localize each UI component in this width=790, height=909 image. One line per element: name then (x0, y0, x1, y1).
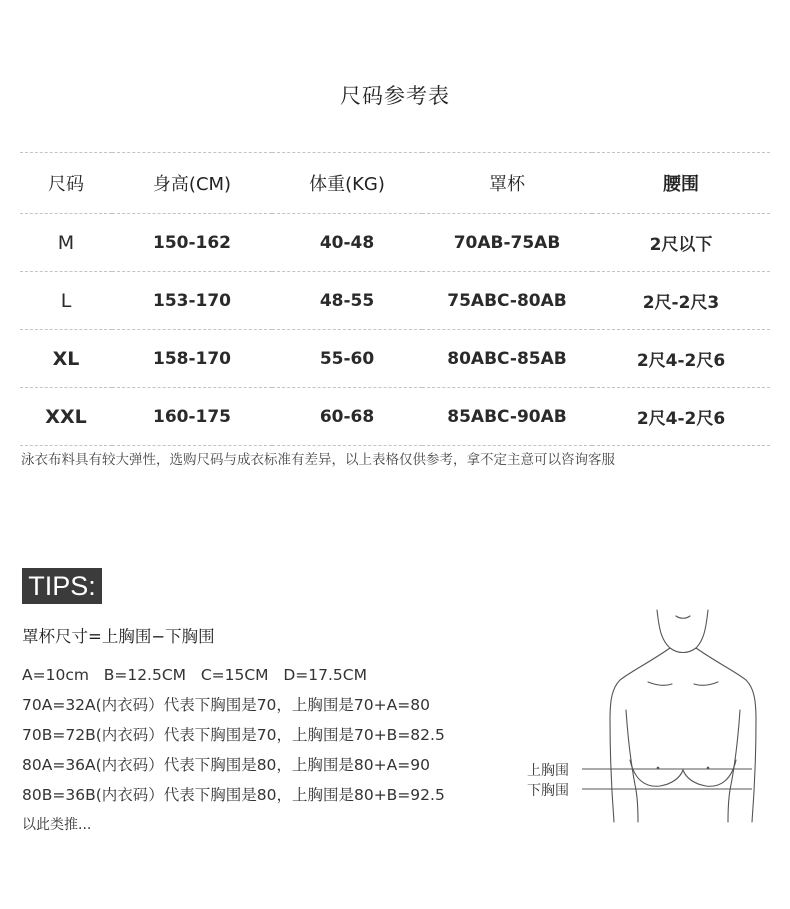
cell-height: 150-162 (112, 214, 272, 272)
list-item: 70A=32A(内衣码）代表下胸围是70，上胸围是70+A=80 (22, 696, 430, 714)
size-chart-table (20, 152, 770, 446)
cell-weight: 48-55 (272, 272, 422, 330)
page-title: 尺码参考表 (340, 84, 450, 108)
cell-cup: 70AB-75AB (422, 214, 592, 272)
cell-cup: 85ABC-90AB (422, 388, 592, 446)
header-height: 身高(CM) (112, 153, 272, 214)
cell-size: XXL (20, 388, 112, 446)
table-header-row (20, 153, 770, 214)
table-row (20, 388, 770, 446)
cell-weight: 40-48 (272, 214, 422, 272)
cell-height: 158-170 (112, 330, 272, 388)
cell-waist: 2尺4-2尺6 (592, 388, 770, 446)
lower-bust-label: 下胸围 (527, 783, 569, 799)
cell-size: L (20, 272, 112, 330)
list-item: 以此类推... (22, 817, 92, 833)
list-item: A=10cm B=12.5CM C=15CM D=17.5CM (22, 666, 367, 684)
cell-cup: 80ABC-85AB (422, 330, 592, 388)
measurement-examples (22, 660, 445, 840)
header-size: 尺码 (20, 153, 112, 214)
cell-height: 160-175 (112, 388, 272, 446)
table-row (20, 272, 770, 330)
cell-weight: 60-68 (272, 388, 422, 446)
list-item: 80A=36A(内衣码）代表下胸围是80，上胸围是80+A=90 (22, 756, 430, 774)
cell-waist: 2尺4-2尺6 (592, 330, 770, 388)
sizing-note: 泳衣布料具有较大弹性，选购尺码与成衣标准有差异，以上表格仅供参考，拿不定主意可以咨询客服 (21, 452, 615, 468)
upper-bust-label: 上胸围 (527, 763, 569, 779)
cell-waist: 2尺以下 (592, 214, 770, 272)
cell-cup: 75ABC-80AB (422, 272, 592, 330)
cell-waist: 2尺-2尺3 (592, 272, 770, 330)
list-item: 70B=72B(内衣码）代表下胸围是70，上胸围是70+B=82.5 (22, 726, 445, 744)
tips-badge: TIPS: (22, 568, 102, 604)
header-weight: 体重(KG) (272, 153, 422, 214)
cell-size: M (20, 214, 112, 272)
cell-size: XL (20, 330, 112, 388)
cell-height: 153-170 (112, 272, 272, 330)
cell-weight: 55-60 (272, 330, 422, 388)
cup-formula: 罩杯尺寸=上胸围−下胸围 (22, 627, 215, 646)
table-row (20, 330, 770, 388)
header-waist: 腰围 (592, 153, 770, 214)
list-item: 80B=36B(内衣码）代表下胸围是80，上胸围是80+B=92.5 (22, 786, 445, 804)
header-cup: 罩杯 (422, 153, 592, 214)
table-row (20, 214, 770, 272)
